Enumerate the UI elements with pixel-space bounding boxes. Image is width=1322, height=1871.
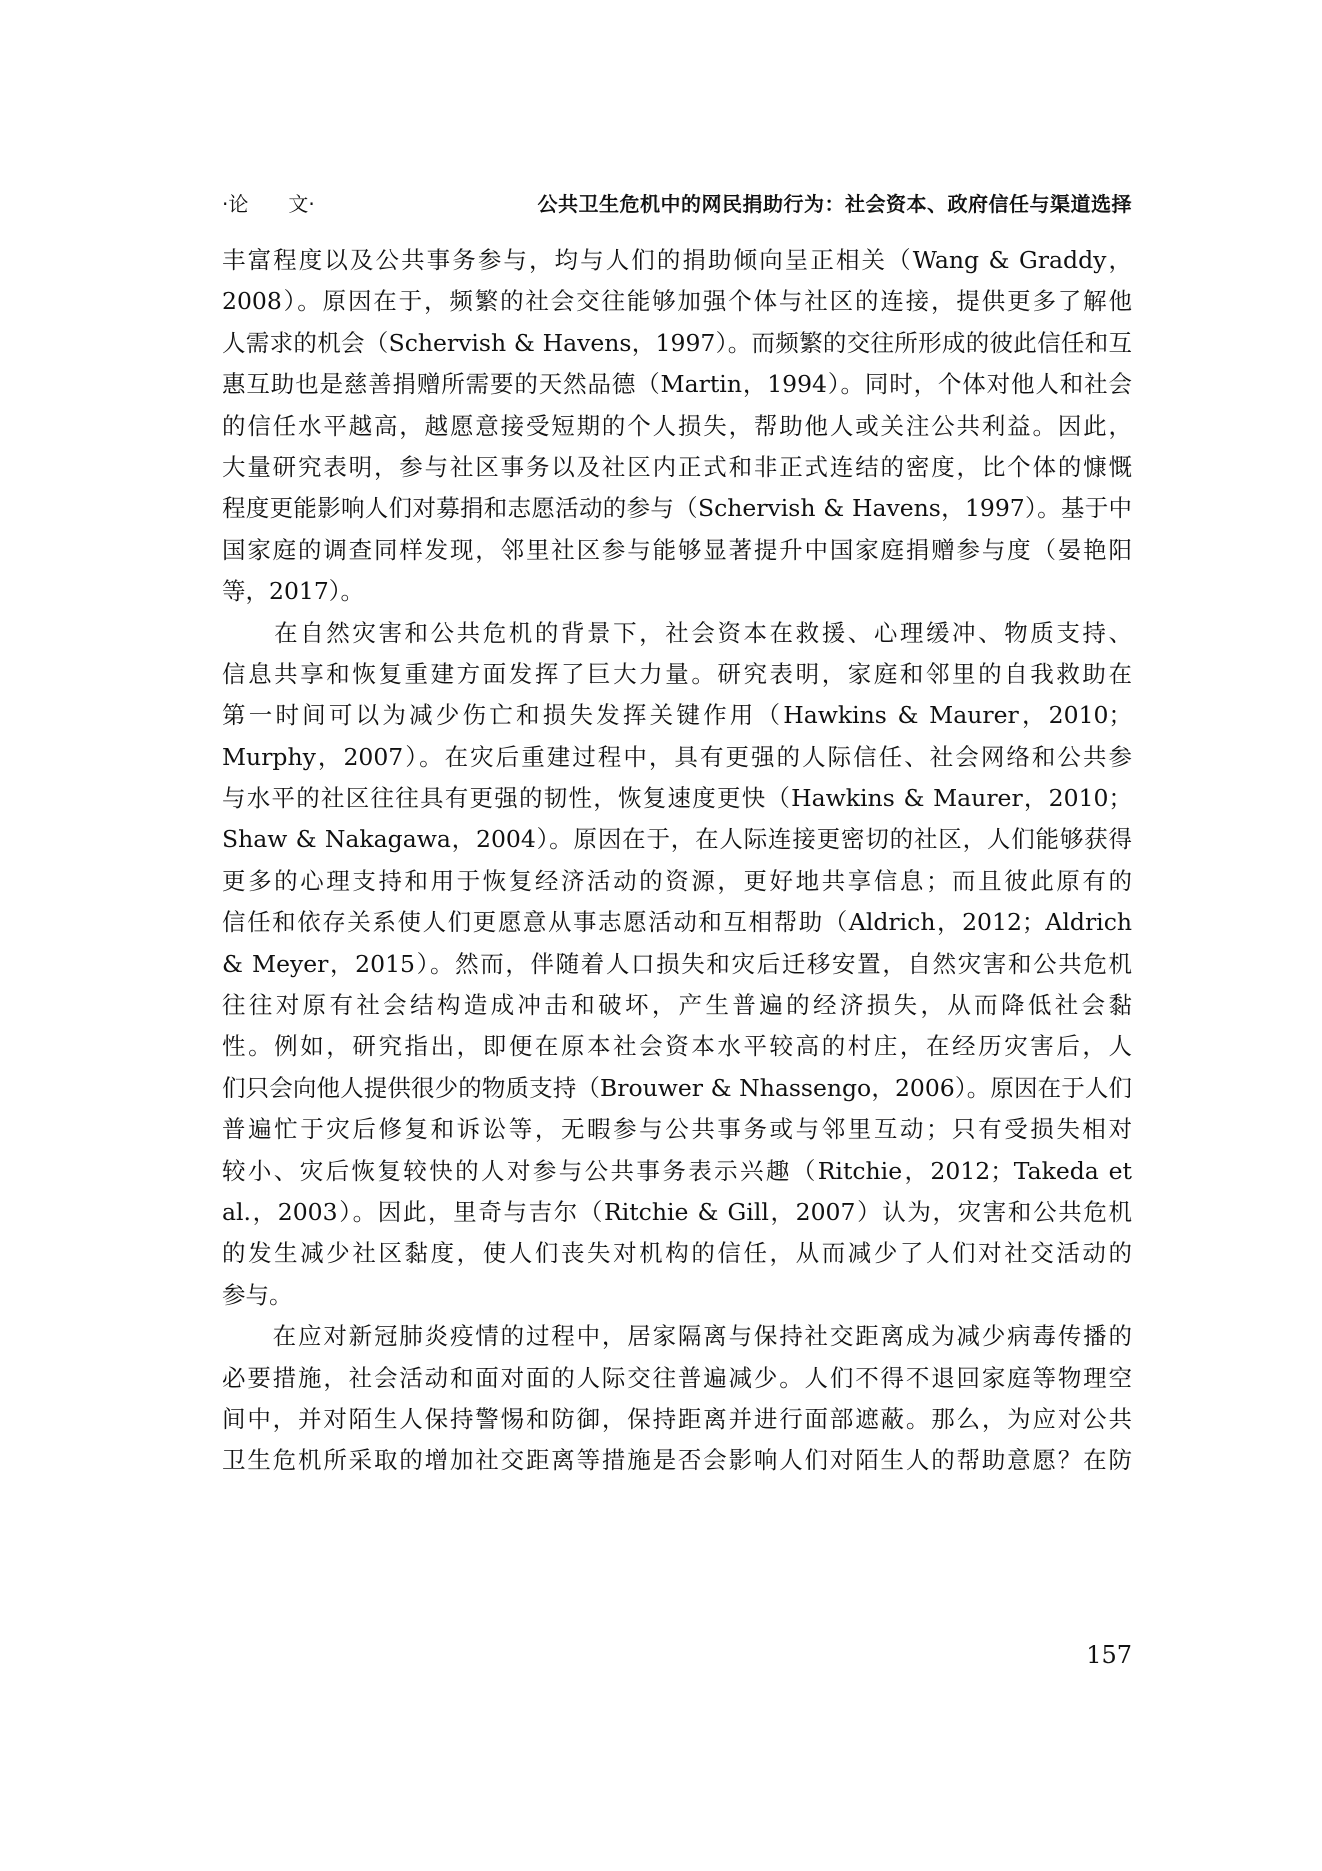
text-line: 大量研究表明，参与社区事务以及社区内正式和非正式连结的密度，比个体的慷慨 xyxy=(222,452,1132,481)
text-line: 必要措施，社会活动和面对面的人际交往普遍减少。人们不得不退回家庭等物理空 xyxy=(222,1363,1132,1392)
text-line: al.，2003）。因此，里奇与吉尔（Ritchie & Gill，2007）认为，灾害和公共危机 xyxy=(222,1197,1132,1226)
text-line: 的信任水平越高，越愿意接受短期的个人损失，帮助他人或关注公共利益。因此， xyxy=(222,411,1132,440)
text-line: 信息共享和恢复重建方面发挥了巨大力量。研究表明，家庭和邻里的自我救助在 xyxy=(222,659,1132,688)
section-label: ·论 文· xyxy=(222,192,315,216)
body-text xyxy=(222,240,1132,1482)
text-line: 丰富程度以及公共事务参与，均与人们的捐助倾向呈正相关（Wang & Graddy， xyxy=(222,246,1132,274)
text-line: 性。例如，研究指出，即便在原本社会资本水平较高的村庄，在经历灾害后，人 xyxy=(222,1032,1132,1061)
paragraph-2 xyxy=(222,613,1132,1317)
text-line: 惠互助也是慈善捐赠所需要的天然品德（Martin，1994）。同时，个体对他人和社会 xyxy=(222,370,1132,399)
text-line: 在自然灾害和公共危机的背景下，社会资本在救援、心理缓冲、物质支持、 xyxy=(222,618,1132,647)
text-line: 国家庭的调查同样发现，邻里社区参与能够显著提升中国家庭捐赠参与度（晏艳阳 xyxy=(222,535,1132,564)
text-line: Shaw & Nakagawa，2004）。原因在于，在人际连接更密切的社区，人们能够获得 xyxy=(222,825,1132,854)
text-line: 的发生减少社区黏度，使人们丧失对机构的信任，从而减少了人们对社交活动的 xyxy=(222,1239,1132,1268)
text-line: 信任和依存关系使人们更愿意从事志愿活动和互相帮助（Aldrich，2012；Aldrich xyxy=(222,908,1132,937)
text-line: 们只会向他人提供很少的物质支持（Brouwer & Nhassengo，2006）。原因在于人们 xyxy=(222,1073,1132,1102)
text-line: 普遍忙于灾后修复和诉讼等，无暇参与公共事务或与邻里互动；只有受损失相对 xyxy=(222,1115,1132,1144)
text-line: 间中，并对陌生人保持警惕和防御，保持距离并进行面部遮蔽。那么，为应对公共 xyxy=(222,1404,1132,1433)
text-line: Murphy，2007）。在灾后重建过程中，具有更强的人际信任、社会网络和公共参 xyxy=(222,742,1132,771)
page-number: 157 xyxy=(1086,1641,1132,1669)
text-line: 往往对原有社会结构造成冲击和破坏，产生普遍的经济损失，从而降低社会黏 xyxy=(222,991,1132,1020)
text-line: 卫生危机所采取的增加社交距离等措施是否会影响人们对陌生人的帮助意愿？在防 xyxy=(222,1446,1132,1475)
text-line: 程度更能影响人们对募捐和志愿活动的参与（Schervish & Havens，1997）。基于中 xyxy=(222,494,1132,523)
running-title: 公共卫生危机中的网民捐助行为：社会资本、政府信任与渠道选择 xyxy=(537,192,1132,216)
text-line: & Meyer，2015）。然而，伴随着人口损失和灾后迁移安置，自然灾害和公共危机 xyxy=(222,949,1132,978)
text-line: 较小、灾后恢复较快的人对参与公共事务表示兴趣（Ritchie，2012；Takeda et xyxy=(222,1156,1132,1185)
text-line: 人需求的机会（Schervish & Havens，1997）。而频繁的交往所形成的彼此信任和互 xyxy=(222,328,1132,357)
text-line: 2008）。原因在于，频繁的社会交往能够加强个体与社区的连接，提供更多了解他 xyxy=(222,287,1132,316)
text-line: 与水平的社区往往具有更强的韧性，恢复速度更快（Hawkins & Maurer，2010； xyxy=(222,784,1132,813)
paragraph-3 xyxy=(222,1316,1132,1482)
text-line: 更多的心理支持和用于恢复经济活动的资源，更好地共享信息；而且彼此原有的 xyxy=(222,866,1132,895)
paragraph-1 xyxy=(222,240,1132,613)
text-line: 在应对新冠肺炎疫情的过程中，居家隔离与保持社交距离成为减少病毒传播的 xyxy=(222,1322,1132,1351)
text-line: 等，2017）。 xyxy=(222,577,365,606)
text-line: 参与。 xyxy=(222,1280,293,1309)
running-header xyxy=(222,182,1132,218)
header-divider xyxy=(222,220,1132,221)
text-line: 第一时间可以为减少伤亡和损失发挥关键作用（Hawkins & Maurer，2010； xyxy=(222,701,1132,730)
